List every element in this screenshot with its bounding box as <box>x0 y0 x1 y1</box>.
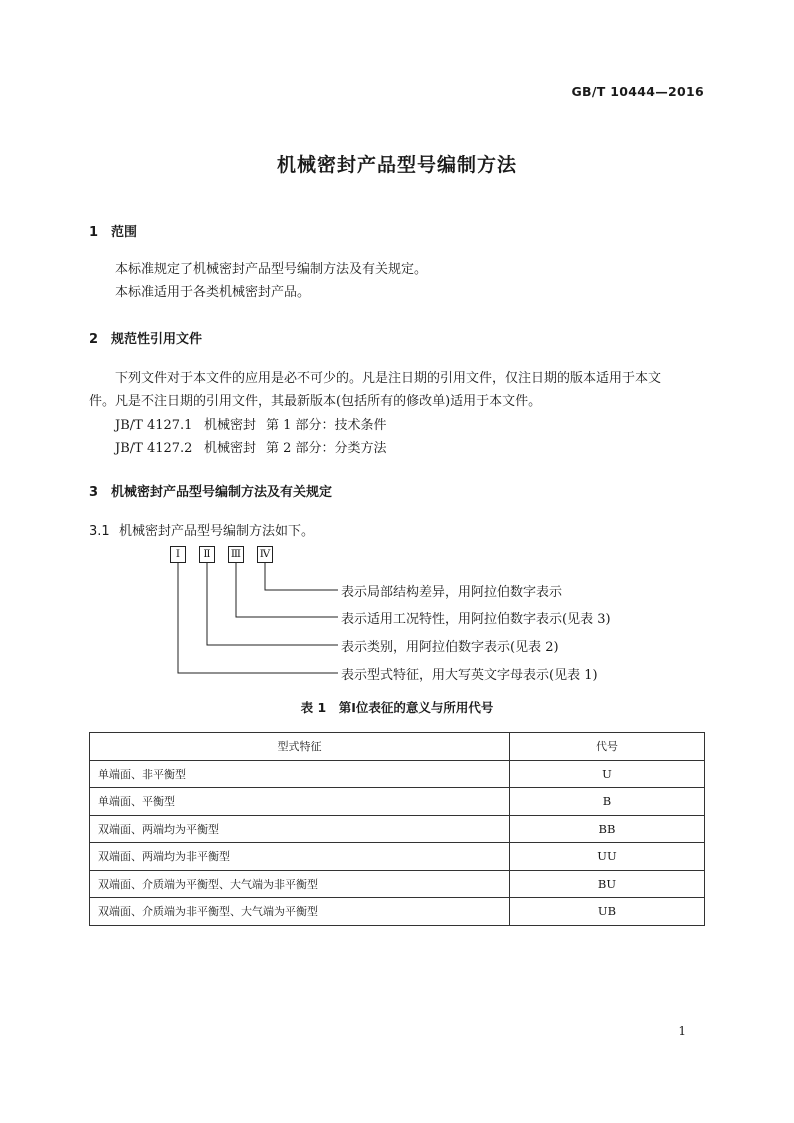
section-number: 1 <box>89 225 99 240</box>
code-cell: U <box>510 760 705 788</box>
column-header-feature: 型式特征 <box>90 733 510 761</box>
table-row <box>90 898 705 926</box>
table-1 <box>89 732 705 926</box>
diagram-label-2: 表示类别，用阿拉伯数字表示(见表 2) <box>341 640 559 655</box>
reference-part: 第 1 部分：技术条件 <box>266 418 387 433</box>
diagram-label-4: 表示局部结构差异，用阿拉伯数字表示 <box>341 585 563 600</box>
page-number: 1 <box>678 1024 686 1038</box>
reference-part: 第 2 部分：分类方法 <box>266 441 387 456</box>
table-row <box>90 760 705 788</box>
table-caption: 表 1 第Ⅰ位表征的意义与所用代号 <box>300 700 494 715</box>
table-row <box>90 788 705 816</box>
section-title: 机械密封产品型号编制方法及有关规定 <box>111 485 333 500</box>
diagram-label-1: 表示型式特征，用大写英文字母表示(见表 1) <box>341 668 598 683</box>
code-cell: BB <box>510 815 705 843</box>
reference-code: JB/T 4127.1 <box>115 418 193 433</box>
table-row <box>90 815 705 843</box>
reference-name: 机械密封 <box>204 441 257 456</box>
reference-name: 机械密封 <box>204 418 257 433</box>
connector-line-1 <box>178 563 338 673</box>
feature-cell: 双端面、两端均为平衡型 <box>90 815 510 843</box>
code-cell: BU <box>510 870 705 898</box>
paragraph: 下列文件对于本文件的应用是必不可少的。凡是注日期的引用文件，仅注日期的版本适用于本文 <box>115 371 662 386</box>
document-title: 机械密封产品型号编制方法 <box>276 154 517 176</box>
section-title: 规范性引用文件 <box>111 332 203 347</box>
feature-cell: 双端面、介质端为非平衡型、大气端为平衡型 <box>90 898 510 926</box>
standard-number: GB/T 10444—2016 <box>571 84 704 99</box>
code-cell: UU <box>510 843 705 871</box>
feature-cell: 单端面、非平衡型 <box>90 760 510 788</box>
subsection-number: 3.1 <box>89 524 110 539</box>
position-box-3: Ⅲ <box>228 546 244 563</box>
connector-line-4 <box>265 563 338 590</box>
section-number: 2 <box>89 332 99 347</box>
feature-cell: 双端面、两端均为非平衡型 <box>90 843 510 871</box>
paragraph: 件。凡是不注日期的引用文件，其最新版本(包括所有的修改单)适用于本文件。 <box>89 394 542 409</box>
feature-cell: 双端面、介质端为平衡型、大气端为非平衡型 <box>90 870 510 898</box>
subsection-text: 机械密封产品型号编制方法如下。 <box>119 524 315 539</box>
position-box-1: Ⅰ <box>170 546 186 563</box>
code-cell: B <box>510 788 705 816</box>
section-number: 3 <box>89 485 99 500</box>
column-header-code: 代号 <box>510 733 705 761</box>
position-box-2: Ⅱ <box>199 546 215 563</box>
diagram-label-3: 表示适用工况特性，用阿拉伯数字表示(见表 3) <box>341 612 611 627</box>
connector-line-2 <box>207 563 338 645</box>
table-row <box>90 870 705 898</box>
code-cell: UB <box>510 898 705 926</box>
position-box-4: Ⅳ <box>257 546 273 563</box>
paragraph: 本标准规定了机械密封产品型号编制方法及有关规定。 <box>115 262 428 277</box>
table-row <box>90 843 705 871</box>
reference-code: JB/T 4127.2 <box>115 441 193 456</box>
paragraph: 本标准适用于各类机械密封产品。 <box>115 285 311 300</box>
section-title: 范围 <box>111 225 138 240</box>
table-header-row <box>90 733 705 761</box>
feature-cell: 单端面、平衡型 <box>90 788 510 816</box>
